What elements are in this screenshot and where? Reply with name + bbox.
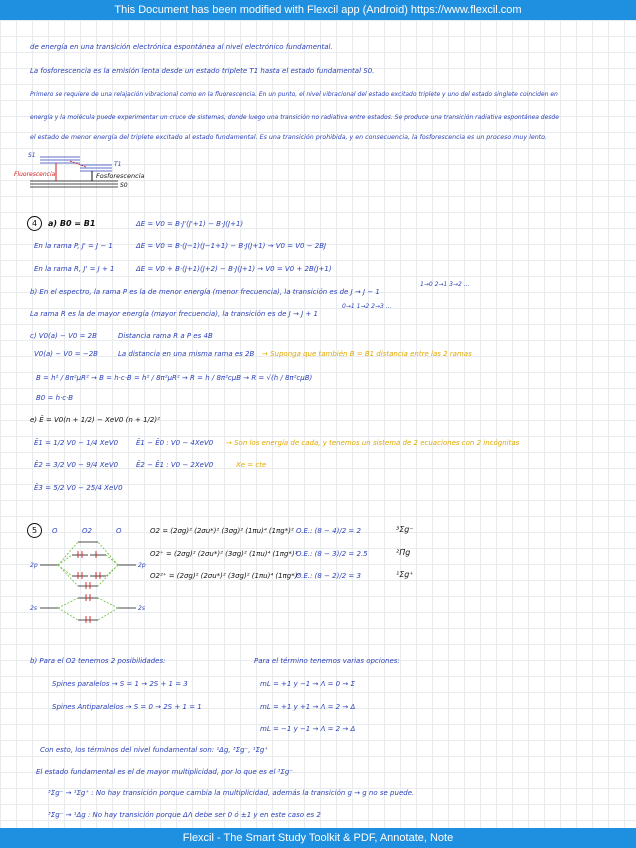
q4-e-2: Ē2 = 3/2 V0 − 9/4 XeV0 [34,461,119,469]
q4-c-side-1: Distancia rama R a P es 4B [118,332,213,340]
diagram-t1-label: T1 [114,161,122,168]
q5-o22plus-term: ¹Σg⁺ [396,570,414,579]
q5-ml-3: mL = −1 y −1 → Λ = 2 → Δ [260,725,356,733]
top-banner-text: This Document has been modified with Flexcil app (Android) https://www.flexcil.com [114,4,522,16]
q4-e-note-2: Xe = cte [236,461,267,469]
bottom-banner-text: Flexcil - The Smart Study Toolkit & PDF, Annotate, Note [182,832,454,844]
q4-p-branch-label: En la rama P, J' = J − 1 [34,242,113,250]
q5-ml-2: mL = +1 y +1 → Λ = 2 → Δ [260,703,356,711]
q5-o2plus-config: O2⁺ = (2σg)² (2σu*)² (3σg)² (1πu)⁴ (1πg*)¹ [150,550,298,558]
top-banner [0,0,636,20]
q5-conclusion-3: ³Σg⁻ → ¹Σg⁺ : No hay transición porque cambia la multiplicidad, además la transición g → g no se puede. [48,789,415,797]
bottom-banner [0,828,636,848]
q4-r-branch-equation: ΔE = V0 + B·(J+1)(J+2) − B·J(J+1) → V0 = V0 + 2B(J+1) [136,265,332,273]
q4-b-side-1: 1→0 2→1 3→2 ... [420,281,470,288]
intro-line-5: el estado de menor energía del triplete excitado al estado fundamental. Es una transición prohibida, y en consecuencia, la fosforescencia es un proceso muy lento. [30,134,548,141]
q5-conclusion-2: El estado fundamental es el de mayor multiplicidad, por lo que es el ³Σg⁻ [36,768,293,776]
intro-line-4: energía y la molécula puede experimentar un cruce de sistemas, donde luego una transición no radiativa entre estados. Se produce una transición radiativa espontánea desde [30,114,559,121]
q4-a-equation: ΔE = V0 = B·J'(J'+1) − B·J(J+1) [136,220,244,228]
q4-c-note: → Suponga que también B = B1 distancia entre las 2 ramas [262,350,472,358]
q5-top-o2: O2 [82,527,92,535]
q4-c-b0: B0 = h·c·B [36,394,74,402]
q5-top-o-right: O [116,527,122,535]
q4-e-heading: e) Ē = V0(n + 1/2) − XeV0 (n + 1/2)² [30,416,160,424]
q5-b-right-heading: Para el término tenemos varias opciones: [254,657,400,665]
q4-e-1-diff: Ē1 − Ē0 : V0 − 4XeV0 [136,439,214,447]
q5-antiparallel-spins: Spines Antiparalelos → S = 0 → 2S + 1 = 1 [52,703,202,711]
q4-c-side-2: La distancia en una misma rama es 2B [118,350,255,358]
mo-2s-left-label: 2s [30,605,37,612]
q4-c-line-1: c) V0(a) − V0 = 2B [30,332,97,340]
q4-a-heading: a) B0 = B1 [48,219,96,228]
diagram-s1-label: S1 [28,152,36,159]
q4-c-line-2: V0(a) − V0 = −2B [34,350,98,358]
q4-e-3: Ē3 = 5/2 V0 − 25/4 XeV0 [34,484,123,492]
q5-o22plus-config: O2²⁺ = (2σg)² (2σu*)² (3σg)² (1πu)⁴ (1πg*)⁰ [150,572,301,580]
q5-conclusion-1: Con esto, los términos del nivel fundamental son: ¹Δg, ³Σg⁻, ¹Σg⁺ [40,746,269,754]
q4-e-note-1: → Son los energía de cada, y tenemos un sistema de 2 ecuaciones con 2 incógnitas [226,439,520,447]
mo-diagram [40,542,136,623]
mo-2s-right-label: 2s [138,605,145,612]
q5-o2plus-term: ²Πg [396,548,411,557]
q4-e-2-diff: Ē2 − Ē1 : V0 − 2XeV0 [136,461,214,469]
q4-p-branch-equation: ΔE = V0 = B·(J−1)(J−1+1) − B·J(J+1) → V0 = V0 − 2BJ [136,242,327,250]
q5-top-o-left: O [52,527,58,535]
q4-c-formula: B = h² / 8π²μR² → B = h·c·B = h² / 8π²μR² → R = h / 8π²cμB → R = √(h / 8π²cμB) [36,374,313,382]
q4-r-branch-label: En la rama R, J' = J + 1 [34,265,115,273]
q5-o2-bond-order: O.E.: (8 − 4)/2 = 2 [296,527,361,535]
mo-2p-right-label: 2p [138,562,146,569]
mo-2p-left-label: 2p [30,562,38,569]
intro-line-3: Primero se requiere de una relajación vibracional como en la fluorescencia. En un punto, el nivel vibracional del estado excitado triplete y uno del estado singlete coinciden en [30,91,558,98]
diagram-phosphorescence-label: Fosforescencia [96,172,145,180]
diagram-s0-label: S0 [120,182,128,189]
q5-conclusion-4: ³Σg⁻ → ¹Δg : No hay transición porque ΔΛ debe ser 0 ó ±1 y en este caso es 2 [48,811,321,819]
diagram-fluorescence-label: Fluorescencia [14,171,56,178]
notebook-page [0,20,636,828]
question-5-marker: 5 [27,523,42,538]
question-4-marker: 4 [27,216,42,231]
q4-e-1: Ē1 = 1/2 V0 − 1/4 XeV0 [34,439,119,447]
q4-b-side-2: 0→1 1→2 2→3 ... [342,303,392,310]
q4-b-line-1: b) En el espectro, la rama P es la de menor energía (menor frecuencia), la transición es de J → J − 1 [30,288,380,296]
q5-ml-1: mL = +1 y −1 → Λ = 0 → Σ [260,680,355,688]
q5-o2-term: ³Σg⁻ [396,525,414,534]
q5-parallel-spins: Spines paralelos → S = 1 → 2S + 1 = 3 [52,680,188,688]
q5-b-heading: b) Para el O2 tenemos 2 posibilidades: [30,657,166,665]
q4-b-line-2: La rama R es la de mayor energía (mayor frecuencia), la transición es de J → J + 1 [30,310,318,318]
q5-o22plus-bond-order: O.E.: (8 − 2)/2 = 3 [296,572,361,580]
q5-o2-config: O2 = (2σg)² (2σu*)² (3σg)² (1πu)⁴ (1πg*)² [150,527,294,535]
intro-line-1: de energía en una transición electrónica espontánea al nivel electrónico fundamental. [30,43,333,51]
intro-line-2: La fosforescencia es la emisión lenta desde un estado triplete T1 hasta el estado fundamental S0. [30,67,375,75]
q5-o2plus-bond-order: O.E.: (8 − 3)/2 = 2.5 [296,550,368,558]
